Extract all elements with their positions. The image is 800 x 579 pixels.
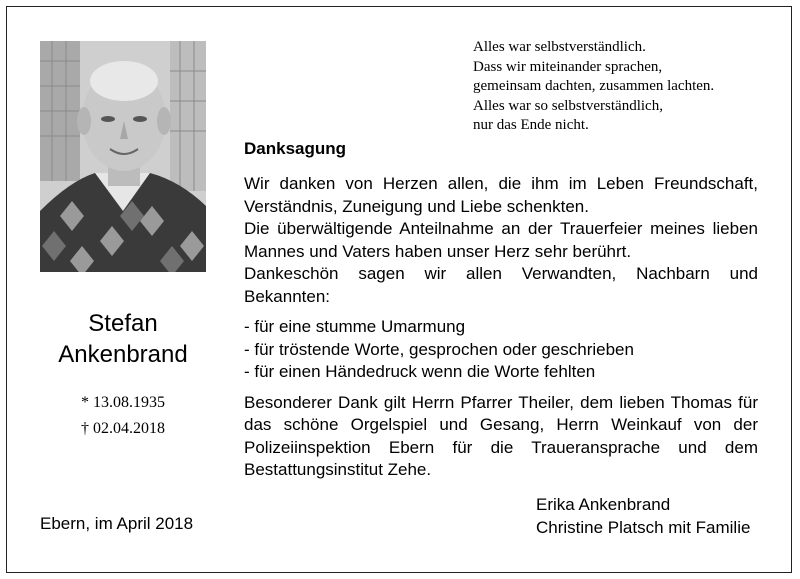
poem-line: gemeinsam dachten, zusammen lachten. bbox=[473, 78, 715, 94]
paragraph: Wir danken von Herzen allen, die ihm im Leben Freundschaft, Verständnis, Zuneigung und Liebe schenkten. bbox=[244, 174, 758, 216]
place-date: Ebern, im April 2018 bbox=[40, 514, 194, 533]
deceased-name bbox=[40, 308, 206, 370]
portrait-photo bbox=[40, 41, 206, 272]
thanks-body bbox=[244, 173, 758, 482]
special-thanks: Besonderer Dank gilt Herrn Pfarrer Theiler, dem lieben Thomas für das schöne Orgelspiel und Gesang, Herrn Weinkauf von der Polizeiinspektion Ebern für die Traueransprache und dem Bestattungsinstitut Zehe. bbox=[244, 392, 758, 479]
paragraph: Die überwältigende Anteilnahme an der Trauerfeier meines lieben Mannes und Vaters haben unser Herz sehr berührt. bbox=[244, 219, 758, 261]
list-item: - für einen Händedruck wenn die Worte fehlten bbox=[244, 362, 596, 381]
first-name: Stefan bbox=[88, 310, 158, 337]
poem-line: nur das Ende nicht. bbox=[473, 117, 589, 133]
poem-line: Alles war selbstverständlich. bbox=[473, 39, 646, 55]
poem-line: Alles war so selbstverständlich, bbox=[473, 97, 663, 114]
last-name: Ankenbrand bbox=[58, 341, 188, 368]
poem bbox=[473, 38, 714, 136]
poem-line: Dass wir miteinander sprachen, bbox=[473, 58, 663, 75]
signatures bbox=[536, 493, 750, 539]
heading: Danksagung bbox=[244, 139, 347, 158]
death-date: † 02.04.2018 bbox=[81, 420, 165, 437]
signature-line: Christine Platsch mit Familie bbox=[536, 518, 751, 537]
signature-line: Erika Ankenbrand bbox=[536, 495, 671, 514]
list-item: - für eine stumme Umarmung bbox=[244, 317, 466, 336]
paragraph: Dankeschön sagen wir allen Verwandten, Nachbarn und Bekannten: bbox=[244, 264, 758, 306]
thanks-list bbox=[244, 316, 758, 384]
life-dates bbox=[40, 390, 206, 442]
list-item: - für tröstende Worte, gesprochen oder geschrieben bbox=[244, 339, 634, 359]
birth-date: * 13.08.1935 bbox=[81, 394, 165, 411]
